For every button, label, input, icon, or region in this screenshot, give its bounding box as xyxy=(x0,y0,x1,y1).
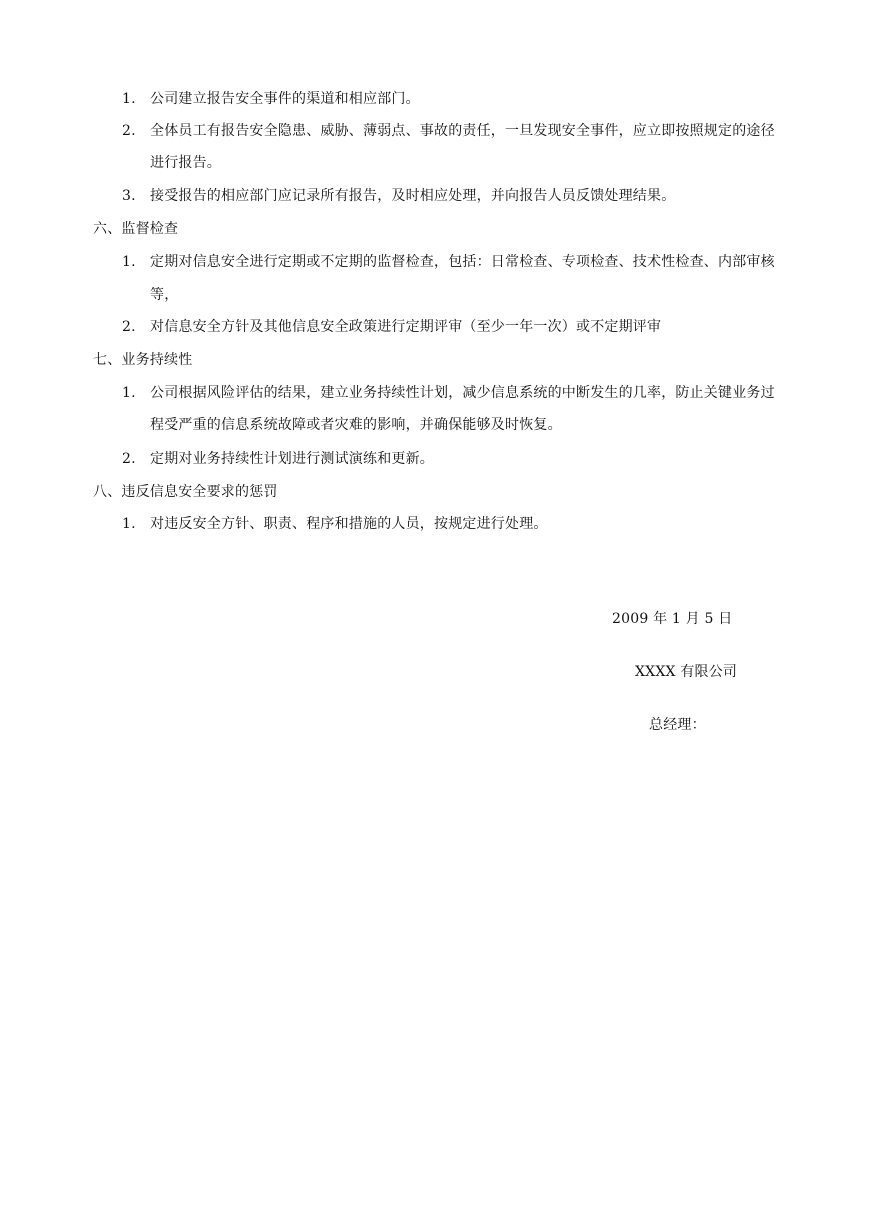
list-item-text: 对信息安全方针及其他信息安全政策进行定期评审（至少一年一次）或不定期评审 xyxy=(150,319,662,335)
section-heading: 八、违反信息安全要求的惩罚 xyxy=(93,484,278,500)
section-heading: 六、监督检查 xyxy=(93,221,179,237)
list-item-text: 定期对业务持续性计划进行测试演练和更新。 xyxy=(150,451,434,467)
list-item-text: 公司根据风险评估的结果，建立业务持续性计划，减少信息系统的中断发生的几率，防止关键业务过 xyxy=(150,385,775,401)
list-item-number: 1. xyxy=(122,516,136,532)
section-heading: 七、业务持续性 xyxy=(93,352,193,368)
list-item xyxy=(122,89,420,109)
list-item-continuation xyxy=(150,285,178,305)
list-item-number: 1. xyxy=(122,91,136,107)
list-item-text: 程受严重的信息系统故障或者灾难的影响，并确保能够及时恢复。 xyxy=(150,417,562,433)
list-item-number: 1. xyxy=(122,385,136,401)
list-item-number: 2. xyxy=(122,451,136,467)
list-item-text: 进行报告。 xyxy=(150,155,221,171)
list-item-text: 公司建立报告安全事件的渠道和相应部门。 xyxy=(150,91,420,107)
list-item xyxy=(122,514,548,534)
list-item-number: 2. xyxy=(122,123,136,139)
signature-manager-label: 总经理： xyxy=(649,717,706,733)
list-item xyxy=(122,252,775,272)
list-item xyxy=(122,317,661,337)
list-item-text: 全体员工有报告安全隐患、威胁、薄弱点、事故的责任，一旦发现安全事件，应立即按照规定的途径 xyxy=(150,123,775,139)
list-item-text: 定期对信息安全进行定期或不定期的监督检查，包括：日常检查、专项检查、技术性检查、内部审核 xyxy=(150,254,775,270)
list-item-continuation xyxy=(150,153,221,173)
list-item-number: 3. xyxy=(122,188,136,204)
list-item-number: 2. xyxy=(122,319,136,335)
list-item-text: 对违反安全方针、职责、程序和措施的人员，按规定进行处理。 xyxy=(150,516,548,532)
signature-company: XXXX 有限公司 xyxy=(635,664,738,680)
signature-date: 2009 年 1 月 5 日 xyxy=(612,611,733,627)
list-item xyxy=(122,383,775,403)
list-item xyxy=(122,121,775,141)
list-item xyxy=(122,186,675,206)
list-item-number: 1. xyxy=(122,254,136,270)
list-item-text: 接受报告的相应部门应记录所有报告，及时相应处理，并向报告人员反馈处理结果。 xyxy=(150,188,676,204)
list-item-continuation xyxy=(150,415,562,435)
list-item xyxy=(122,449,434,469)
list-item-text: 等， xyxy=(150,287,179,303)
